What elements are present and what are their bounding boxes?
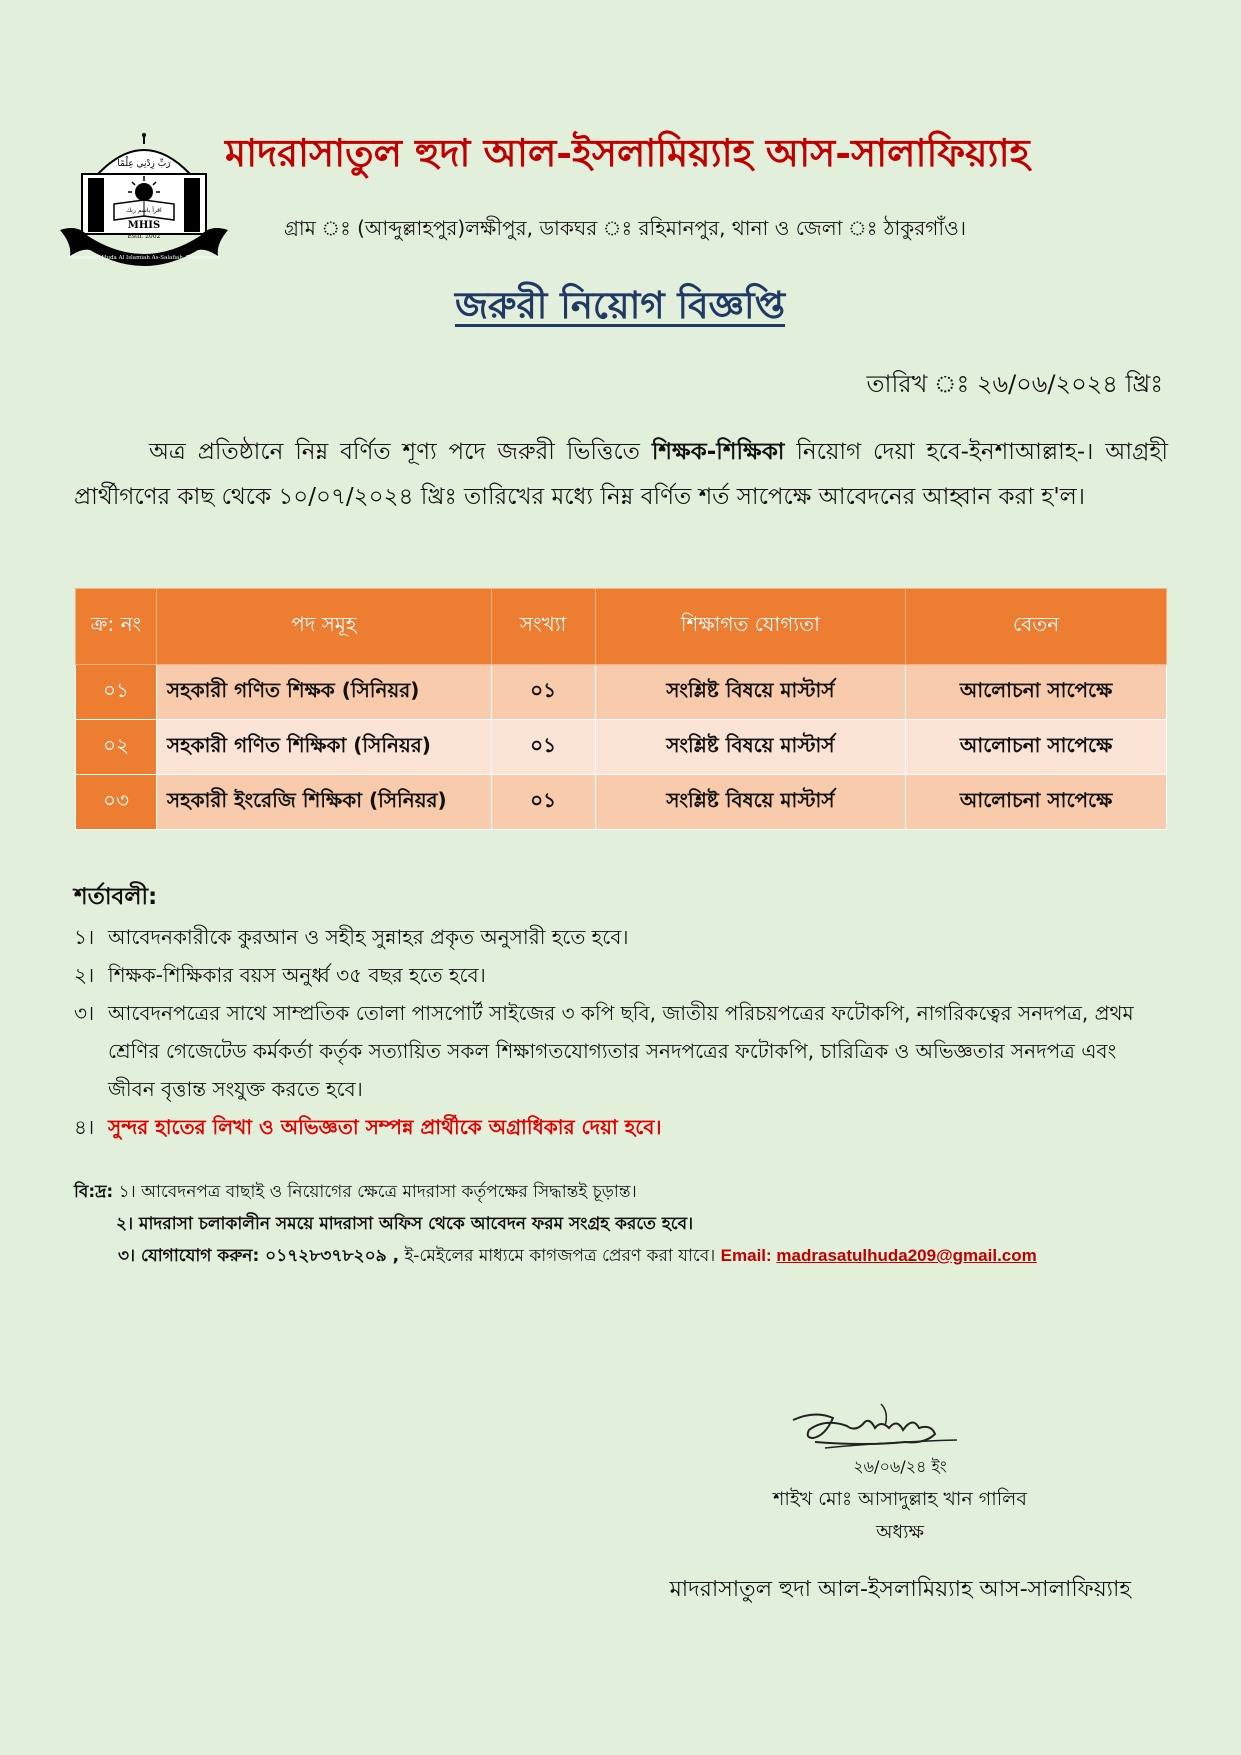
signoff-date: ২৬/০৬/২৪ ইং: [853, 1457, 947, 1476]
signoff-block: [700, 1450, 1100, 1549]
condition-item: [74, 918, 1154, 956]
conditions-list: [74, 918, 1154, 1146]
condition-number: ৩।: [74, 1001, 95, 1025]
condition-number: ১।: [74, 925, 95, 949]
signatory-name: শাইখ মোঃ আসাদুল্লাহ খান গালিব: [773, 1488, 1027, 1510]
condition-text: আবেদনপত্রের সাথে সাম্প্রতিক তোলা পাসপোর্ট সাইজের ৩ কপি ছবি, জাতীয় পরিচয়পত্রের ফটোকপি, নাগরিকত্বের সনদপত্র, প্রথম শ্রেণির গেজেটেড কর্মকর্তা কর্তৃক সত্যায়িত সকল শিক্ষাগতযোগ্যতার সনদপত্রের ফটোকপি, চারিত্রিক ও অভিজ্ঞতার সনদপত্র এবং জীবন বৃত্তান্ত সংযুক্ত করতে হবে।: [108, 1001, 1134, 1101]
notice-intro: [74, 430, 1168, 520]
signature-icon: [785, 1398, 965, 1458]
condition-text: শিক্ষক-শিক্ষিকার বয়স অনুর্ধ্ব ৩৫ বছর হতে হবে।: [108, 963, 486, 987]
note-text: ২। মাদরাসা চলাকালীন সময়ে মাদরাসা অফিস থেকে আবেদন ফরম সংগ্রহ করতে হবে।: [116, 1214, 694, 1234]
cell-salary: আলোচনা সাপেক্ষে: [906, 720, 1167, 775]
cell-serial: ০২: [76, 720, 157, 775]
cell-qualification: সংশ্লিষ্ট বিষয়ে মাস্টার্স: [595, 775, 906, 830]
table-row: [76, 720, 1167, 775]
header-salary: বেতন: [906, 589, 1167, 665]
cell-post: সহকারী গণিত শিক্ষিকা (সিনিয়র): [156, 720, 491, 775]
cell-qualification: সংশ্লিষ্ট বিষয়ে মাস্টার্স: [595, 665, 906, 720]
logo-abbr: MHIS: [127, 220, 161, 231]
header-qualification: শিক্ষাগত যোগ্যতা: [595, 589, 906, 665]
note-text: ই-মেইলের মাধ্যমে কাগজপত্র প্রেরণ করা যাবে।: [399, 1246, 721, 1266]
note-line: [74, 1240, 1174, 1272]
cell-qualification: সংশ্লিষ্ট বিষয়ে মাস্টার্স: [595, 720, 906, 775]
condition-item: [74, 994, 1154, 1108]
note-line: [74, 1176, 1174, 1208]
cell-post: সহকারী গণিত শিক্ষক (সিনিয়র): [156, 665, 491, 720]
condition-number: ২।: [74, 963, 95, 987]
cell-count: ০১: [491, 665, 595, 720]
institution-name: মাদরাসাতুল হুদা আল-ইসলামিয়্যাহ আস-সালাফিয়্যাহ: [225, 130, 1030, 175]
intro-text-2: নিয়োগ দেয়া হবে-ইনশাআল্লাহ-। আগ্রহী প্রার্থীগণের কাছ থেকে ১০/০৭/২০২৪ খ্রিঃ তারিখের মধ্যে নিম্ন বর্ণিত শর্ত সাপেক্ষে আবেদনের আহ্বান করা হ'ল।: [74, 439, 1168, 510]
header-serial: ক্র: নং: [76, 589, 157, 665]
intro-highlight: শিক্ষক-শিক্ষিকা: [651, 439, 785, 465]
contact-phone: ৩। যোগাযোগ করুন: ০১৭২৮৩৭৮২০৯ ,: [118, 1246, 400, 1266]
table-row: [76, 665, 1167, 720]
logo-estd: Estd. 2002: [127, 233, 161, 240]
email-link[interactable]: madrasatulhuda209@gmail.com: [776, 1246, 1037, 1265]
logo-emblem-icon: [58, 132, 230, 268]
note-text: ১। আবেদনপত্র বাছাই ও নিয়োগের ক্ষেত্রে মাদরাসা কর্তৃপক্ষের সিদ্ধান্তই চূড়ান্ত।: [118, 1182, 637, 1202]
cell-salary: আলোচনা সাপেক্ষে: [906, 665, 1167, 720]
notice-title: জরুরী নিয়োগ বিজ্ঞপ্তি: [454, 283, 786, 327]
condition-text: আবেদনকারীকে কুরআন ও সহীহ সুন্নাহর প্রকৃত অনুসারী হতে হবে।: [108, 925, 629, 949]
signature: [785, 1398, 965, 1458]
logo-ribbon-text: Madrasatul Huda Al Islamiah As-Salafiah, Thakurgaon: [67, 255, 221, 261]
header-post: পদ সমূহ: [156, 589, 491, 665]
cell-salary: আলোচনা সাপেক্ষে: [906, 775, 1167, 830]
cell-serial: ০১: [76, 665, 157, 720]
header-count: সংখ্যা: [491, 589, 595, 665]
logo-top-text: رَبِّ زِدْنِي عِلْمًا: [117, 159, 171, 169]
cell-count: ০১: [491, 775, 595, 830]
footer-institution: মাদরাসাতুল হুদা আল-ইসলামিয়্যাহ আস-সালাফিয়্যাহ: [669, 1577, 1131, 1602]
table-header-row: [76, 589, 1167, 665]
logo-book-text: اقرأ باسم ربك: [126, 207, 162, 214]
notes-section: [74, 1176, 1174, 1272]
intro-text-1: অত্র প্রতিষ্ঠানে নিম্ন বর্ণিত শূণ্য পদে জরুরী ভিত্তিতে: [149, 439, 652, 465]
conditions-title: শর্তাবলী:: [74, 884, 158, 910]
condition-item: [74, 956, 1154, 994]
condition-number: ৪।: [74, 1115, 95, 1139]
notice-date: তারিখ ঃ ২৬/০৬/২০২৪ খ্রিঃ: [866, 370, 1163, 398]
vacancy-table: [75, 588, 1167, 830]
condition-item-priority: [74, 1108, 1154, 1146]
cell-post: সহকারী ইংরেজি শিক্ষিকা (সিনিয়র): [156, 775, 491, 830]
signatory-designation: অধ্যক্ষ: [875, 1521, 924, 1543]
institution-logo: [58, 132, 230, 268]
condition-text: সুন্দর হাতের লিখা ও অভিজ্ঞতা সম্পন্ন প্রার্থীকে অগ্রাধিকার দেয়া হবে।: [108, 1115, 662, 1139]
cell-count: ০১: [491, 720, 595, 775]
institution-address: গ্রাম ঃ (আব্দুল্লাহপুর)লক্ষীপুর, ডাকঘর ঃ রহিমানপুর, থানা ও জেলা ঃ ঠাকুরগাঁও।: [283, 216, 967, 240]
email-label: Email:: [720, 1246, 777, 1265]
notes-label: বি:দ্র:: [74, 1182, 114, 1202]
cell-serial: ০৩: [76, 775, 157, 830]
table-row: [76, 775, 1167, 830]
note-line: [74, 1208, 1174, 1240]
